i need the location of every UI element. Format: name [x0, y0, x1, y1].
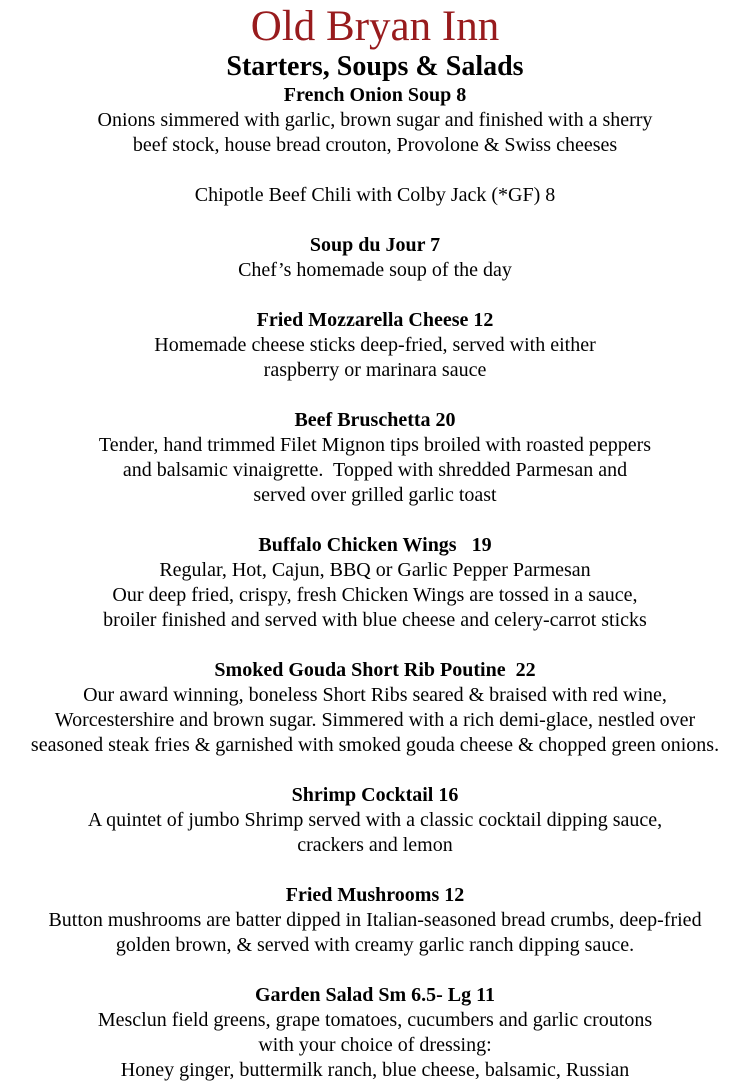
- menu-item: [0, 183, 750, 208]
- menu-item: [0, 233, 750, 283]
- menu-item-description-line: Homemade cheese sticks deep-fried, served with either: [154, 334, 596, 356]
- menu-item-description-line: crackers and lemon: [297, 834, 453, 856]
- section-heading: Starters, Soups & Salads: [226, 51, 524, 82]
- menu-item-title: Shrimp Cocktail 16: [291, 784, 459, 806]
- menu-item-list: [0, 83, 750, 1083]
- menu-item: [0, 983, 750, 1083]
- menu-item-title: Fried Mozzarella Cheese 12: [256, 309, 494, 331]
- menu-item-title: Fried Mushrooms 12: [285, 884, 465, 906]
- menu-item-description-line: A quintet of jumbo Shrimp served with a classic cocktail dipping sauce,: [87, 809, 663, 831]
- menu-item-title: Soup du Jour 7: [309, 234, 441, 256]
- menu-item-description-line: broiler finished and served with blue cheese and celery-carrot sticks: [103, 609, 647, 631]
- menu-item: [0, 883, 750, 958]
- menu-item: [0, 658, 750, 758]
- menu-item-description-line: Button mushrooms are batter dipped in Italian-seasoned bread crumbs, deep-fried: [48, 909, 702, 931]
- menu-item-description-line: Onions simmered with garlic, brown sugar and finished with a sherry: [97, 109, 653, 131]
- menu-item-title: Chipotle Beef Chili with Colby Jack (*GF) 8: [194, 184, 556, 206]
- menu-item-title: Smoked Gouda Short Rib Poutine 22: [214, 659, 536, 681]
- menu-item: [0, 783, 750, 858]
- menu-item-description-line: served over grilled garlic toast: [253, 484, 497, 506]
- menu-item-description-line: with your choice of dressing:: [258, 1034, 492, 1056]
- menu-item: [0, 83, 750, 158]
- menu-item-description-line: Mesclun field greens, grape tomatoes, cucumbers and garlic croutons: [97, 1009, 653, 1031]
- menu-item-description-line: Honey ginger, buttermilk ranch, blue cheese, balsamic, Russian: [120, 1059, 630, 1081]
- menu-item-description-line: Our deep fried, crispy, fresh Chicken Wings are tossed in a sauce,: [112, 584, 638, 606]
- menu-item-description-line: Our award winning, boneless Short Ribs seared & braised with red wine,: [83, 684, 667, 706]
- menu-item: [0, 308, 750, 383]
- menu-item-title: Garden Salad Sm 6.5- Lg 11: [254, 984, 496, 1006]
- menu-item-title: Buffalo Chicken Wings 19: [258, 534, 492, 556]
- menu-item-title: Beef Bruschetta 20: [294, 409, 456, 431]
- menu-item-description-line: Chef’s homemade soup of the day: [238, 259, 512, 281]
- menu-item: [0, 408, 750, 508]
- restaurant-name: Old Bryan Inn: [250, 3, 500, 50]
- menu-item-title: French Onion Soup 8: [283, 84, 467, 106]
- menu-item-description-line: seasoned steak fries & garnished with smoked gouda cheese & chopped green onions.: [30, 734, 720, 756]
- menu-item-description-line: and balsamic vinaigrette. Topped with shredded Parmesan and: [122, 459, 628, 481]
- menu-item-description-line: Regular, Hot, Cajun, BBQ or Garlic Pepper Parmesan: [159, 559, 591, 581]
- menu-item-description-line: golden brown, & served with creamy garlic ranch dipping sauce.: [115, 934, 635, 956]
- menu-item: [0, 533, 750, 633]
- menu-item-description-line: Tender, hand trimmed Filet Mignon tips broiled with roasted peppers: [98, 434, 652, 456]
- menu-item-description-line: Worcestershire and brown sugar. Simmered with a rich demi-glace, nestled over: [54, 709, 696, 731]
- menu-item-description-line: raspberry or marinara sauce: [263, 359, 487, 381]
- menu-item-description-line: beef stock, house bread crouton, Provolone & Swiss cheeses: [132, 134, 618, 156]
